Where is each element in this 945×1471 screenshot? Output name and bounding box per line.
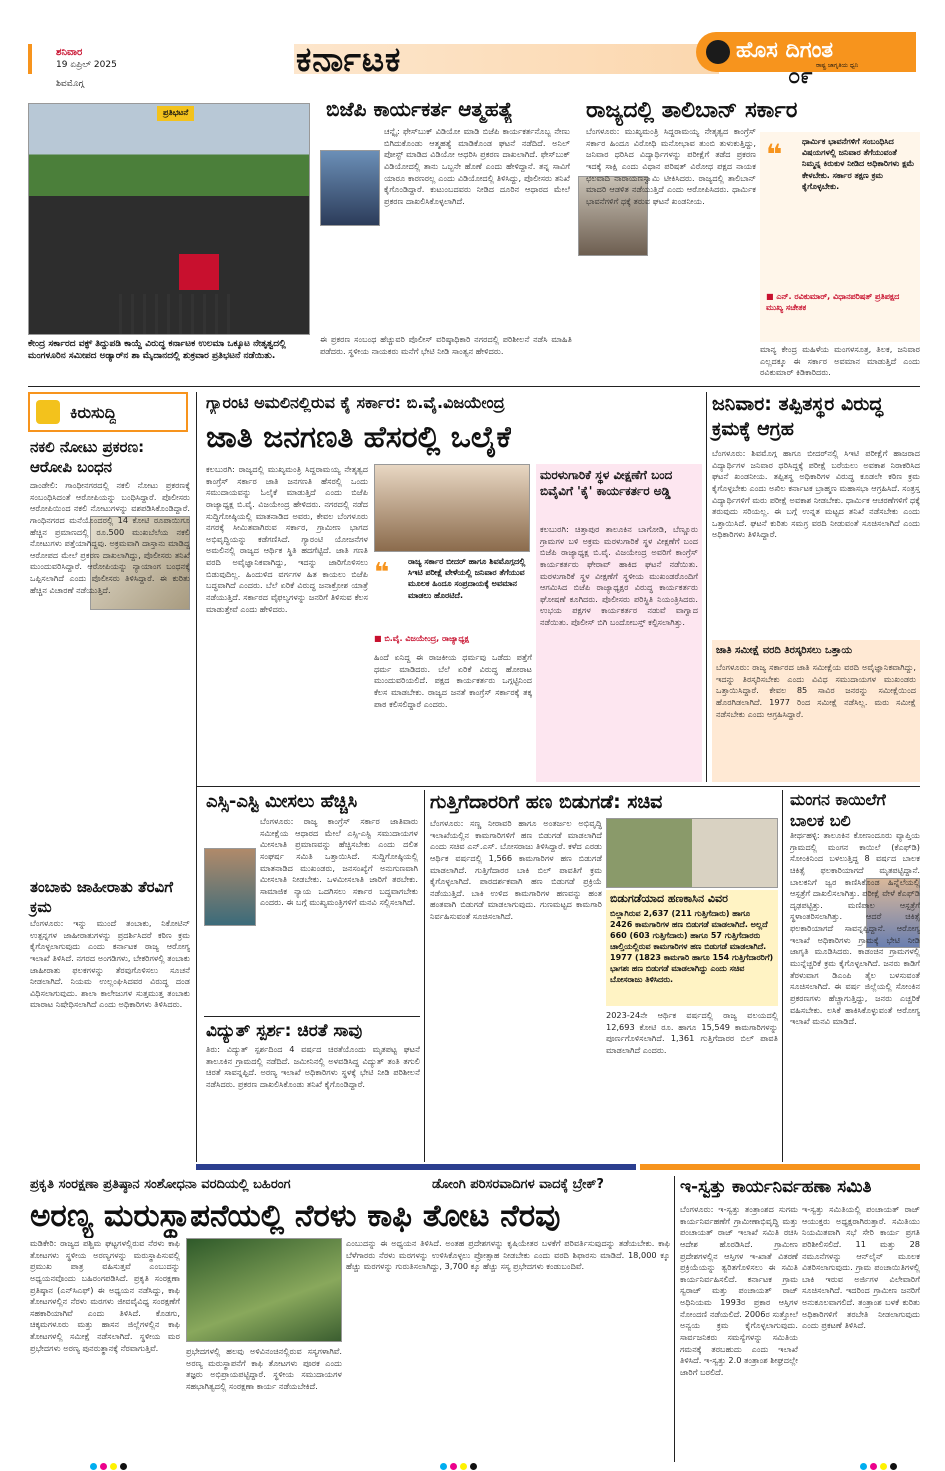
malaguri-box — [536, 464, 702, 782]
scst-headline: ಎಸ್ಸಿ-ಎಸ್ಟಿ ಮೀಸಲು ಹೆಚ್ಚಿಸಿ — [206, 791, 358, 812]
taliban-headline: ರಾಜ್ಯದಲ್ಲಿ ತಾಲಿಬಾನ್ ಸರ್ಕಾರ — [586, 98, 798, 123]
bottom-bar-blue — [196, 1164, 636, 1170]
bottom-bar-orange — [640, 1164, 920, 1170]
protest-badge: ಪ್ರತಿಭಟನೆ — [157, 106, 194, 121]
date-label: 19 ಏಪ್ರಿಲ್ 2025 — [56, 60, 117, 70]
scst-photo — [204, 848, 256, 926]
kirusuddi-headline-2: ತಂಬಾಕು ಜಾಹೀರಾತು ತೆರವಿಗೆ ಕ್ರಮ — [30, 878, 173, 916]
divider — [674, 1176, 675, 1462]
janivara-headline: ಜನಿವಾರ: ತಪ್ಪಿತಸ್ಥರ ವಿರುದ್ಧ ಕ್ರಮಕ್ಕೆ ಆಗ್ರಹ — [712, 393, 884, 440]
logo-text: ಹೊಸ ದಿಗಂತ — [736, 38, 834, 63]
caste-report-box — [712, 640, 920, 782]
protest-banner — [179, 254, 219, 290]
registration-marks — [90, 1462, 130, 1471]
scst-body: ಬೆಂಗಳೂರು: ರಾಜ್ಯ ಕಾಂಗ್ರೆಸ್ ಸರ್ಕಾರ ಜಾತಿವಾರು ಸಮೀಕ್ಷೆಯ ಆಧಾರದ ಮೇಲೆ ಎಸ್ಸಿ-ಎಸ್ಟಿ ಸಮುದಾಯಗಳ ಮೀಸಲಾತಿ ಪ್ರಮಾಣವನ್ನು ಹೆಚ್ಚಿಸಬೇಕು ಎಂದು ದಲಿತ ಸಂಘರ್ಷ ಸಮಿತಿ ಒತ್ತಾಯಿಸಿದೆ. ಸುದ್ದಿಗೋಷ್ಠಿಯಲ್ಲಿ ಮಾತನಾಡಿದ ಮುಖಂಡರು, ಜನಸಂಖ್ಯೆಗೆ ಅನುಗುಣವಾಗಿ ಮೀಸಲಾತಿ ನೀಡಬೇಕು. ಒಳಮೀಸಲಾತಿ ಜಾರಿಗೆ ತರಬೇಕು. ಸಾಮಾಜಿಕ ನ್ಯಾಯ ಒದಗಿಸಲು ಸರ್ಕಾರ ಬದ್ಧವಾಗಬೇಕು ಎಂದರು. ಈ ಬಗ್ಗೆ ಮುಖ್ಯಮಂತ್ರಿಗಳಿಗೆ ಮನವಿ ಸಲ್ಲಿಸಲಾಗಿದೆ. — [260, 816, 418, 908]
forest-body-3: ಪ್ರಭೇದಗಳಲ್ಲಿ ಹಲವು ಅಳಿವಿನಂಚಿನಲ್ಲಿರುವ ಸಸ್ಯಗಳಾಗಿವೆ. ಅರಣ್ಯ ಮರುಸ್ಥಾಪನೆಗೆ ಕಾಫಿ ತೋಟಗಳು ಪೂರಕ ಎಂದು ತಜ್ಞರು ಅಭಿಪ್ರಾಯಪಟ್ಟಿದ್ದಾರೆ. ಸ್ಥಳೀಯ ಸಮುದಾಯಗಳ ಸಹಭಾಗಿತ್ವದಲ್ಲಿ ಸಂರಕ್ಷಣಾ ಕಾರ್ಯ ನಡೆಯಬೇಕಿದೆ. — [186, 1346, 342, 1391]
kirusuddi-banner — [28, 392, 188, 432]
kirusuddi-headline-1: ನಕಲಿ ನೋಟು ಪ್ರಕರಣ: ಆರೋಪಿ ಬಂಧನ — [30, 438, 145, 476]
quote-mark-icon: ❝ — [766, 138, 783, 171]
electric-headline: ವಿದ್ಯುತ್ ಸ್ಪರ್ಶ: ಚಿರತೆ ಸಾವು — [206, 1021, 363, 1041]
taliban-quote-by: ■ ಎನ್. ರವಿಕುಮಾರ್, ವಿಧಾನಪರಿಷತ್ ಪ್ರತಿಪಕ್ಷದ ಮುಖ್ಯ ಸಚೇತಕ — [766, 292, 900, 312]
funds-box-body: ಬಿಲ್ಲಾಗಿರುವ 2,637 (211 ಗುತ್ತಿಗೆದಾರು) ಹಾಗೂ 2426 ಕಾಮಗಾರಿಗಳ ಹಣ ಬಿಡುಗಡೆ ಮಾಡಲಾಗಿದೆ. ಅಲ್ಲದೆ 660 (603 ಗುತ್ತಿಗೆದಾರು) ಹಾಗೂ 57 ಗುತ್ತಿಗೆದಾರರು ಚಾಲ್ತಿಯಲ್ಲಿರುವ ಕಾಮಗಾರಿಗಳ ಹಣ ಬಿಡುಗಡೆ ಮಾಡಲಾಗಿದೆ. 1977 (1823 ಕಾಮಗಾರಿ ಹಾಗೂ 154 ಗುತ್ತಿಗೆದಾರರಿಗೆ) ಭಾಗಶಃ ಹಣ ಬಿಡುಗಡೆ ಮಾಡಲಾಗಿದ್ದು ಎಂದು ಸಚಿವ ಬೋಸರಾಜು ತಿಳಿಸಿದರು. — [610, 909, 774, 985]
census-quote-by: ■ ಬಿ.ವೈ. ವಿಜಯೇಂದ್ರ, ರಾಜ್ಯಾಧ್ಯಕ್ಷ — [374, 634, 469, 643]
census-quote: ರಾಜ್ಯ ಸರ್ಕಾರ ಬೀದರ್ ಹಾಗೂ ಶಿವಮೊಗ್ಗದಲ್ಲಿ ಸಿಇಟಿ ಪರೀಕ್ಷೆ ವೇಳೆಯಲ್ಲಿ ಜನಿವಾರ ತೆಗೆಯುವ ಮೂಲಕ ಹಿಂದೂ ಸಂಪ್ರದಾಯಕ್ಕೆ ಅವಮಾನ ಮಾಡಲು ಹೊರಟಿದೆ. — [408, 557, 526, 600]
kirusuddi-label: ಕಿರುಸುದ್ದಿ — [70, 403, 117, 422]
bjp-photo — [320, 150, 380, 226]
census-quote-box — [374, 556, 532, 648]
megaphone-icon — [36, 400, 60, 424]
caste-report-body: ಬೆಂಗಳೂರು: ರಾಜ್ಯ ಸರ್ಕಾರದ ಜಾತಿ ಸಮೀಕ್ಷೆಯ ವರದಿ ಅವೈಜ್ಞಾನಿಕವಾಗಿದ್ದು, ಇದನ್ನು ತಿರಸ್ಕರಿಸಬೇಕು ಎಂದು ವಿವಿಧ ಸಮುದಾಯಗಳ ಮುಖಂಡರು ಒತ್ತಾಯಿಸಿದ್ದಾರೆ. ಕೇವಲ 85 ಸಾವಿರ ಜನರನ್ನು ಸಮೀಕ್ಷೆಯಿಂದ ಹೊರಗಿಡಲಾಗಿದೆ. 1977 ರಿಂದ ಸಮೀಕ್ಷೆ ನಡೆಸಿಲ್ಲ. ಮರು ಸಮೀಕ್ಷೆ ನಡೆಸಬೇಕು ಎಂದು ಆಗ್ರಹಿಸಿದ್ದಾರೆ. — [716, 662, 916, 719]
mangana-headline: ಮಂಗನ ಕಾಯಿಲೆಗೆ ಬಾಲಕ ಬಲಿ — [790, 790, 886, 830]
protest-fence — [119, 294, 239, 334]
divider — [782, 790, 783, 1162]
city-label: ಶಿವಮೊಗ್ಗ — [56, 79, 84, 89]
eswattu-headline: ಇ-ಸ್ವತ್ತು ಕಾರ್ಯನಿರ್ವಹಣಾ ಸಮಿತಿ — [680, 1177, 872, 1197]
guttige-body-2: 2023-24ನೇ ಆರ್ಥಿಕ ವರ್ಷದಲ್ಲಿ ರಾಜ್ಯ ವಲಯದಲ್ಲಿ 12,693 ಕೋಟಿ ರೂ. ಹಾಗೂ 15,549 ಕಾಮಗಾರಿಗಳನ್ನು ಪೂರ್ಣಗೊಳಿಸಲಾಗಿದೆ. 1,361 ಗುತ್ತಿಗೆದಾರರ ಬಿಲ್ ಪಾವತಿ ಮಾಡಲಾಗಿದೆ ಎಂದರು. — [606, 1010, 778, 1055]
forest-body-2: ಎಂಬುದನ್ನು ಈ ಅಧ್ಯಯನ ತಿಳಿಸಿದೆ. ಅಂತಹ ಪ್ರದೇಶಗಳನ್ನು ಕೃಷಿಯೇತರ ಬಳಕೆಗೆ ಪರಿವರ್ತಿಸುವುದನ್ನು ತಡೆಯಬೇಕು. ಕಾಫಿ ಬೆಳೆಗಾರರು ನೆರಳು ಮರಗಳನ್ನು ಉಳಿಸಿಕೊಳ್ಳಲು ಪ್ರೋತ್ಸಾಹ ನೀಡಬೇಕು ಎಂದು ವರದಿ ಶಿಫಾರಸು ಮಾಡಿದೆ. 18,000 ಕ್ಕೂ ಹೆಚ್ಚು ಮರಗಳನ್ನು ಗುರುತಿಸಲಾಗಿದ್ದು, 3,700 ಕ್ಕೂ ಹೆಚ್ಚು ಸಸ್ಯ ಪ್ರಭೇದಗಳು ಕಂಡುಬಂದಿವೆ. — [346, 1238, 670, 1272]
malaguri-headline: ಮರಳುಗಾರಿಕೆ ಸ್ಥಳ ವೀಕ್ಷಣೆಗೆ ಬಂದ ಬಿವೈವಿಗೆ 'ಕೈ' ಕಾರ್ಯಕರ್ತರ ಅಡ್ಡಿ — [540, 468, 673, 498]
page-number: ೦೯ — [788, 64, 813, 89]
mangana-body: ತೀರ್ಥಹಳ್ಳಿ: ತಾಲೂಕಿನ ಕೋಣಂದೂರು ವ್ಯಾಪ್ತಿಯ ಗ್ರಾಮದಲ್ಲಿ ಮಂಗನ ಕಾಯಿಲೆ (ಕೆಎಫ್‌ಡಿ) ಸೋಂಕಿನಿಂದ ಬಳಲುತ್ತಿದ್ದ 8 ವರ್ಷದ ಬಾಲಕ ಚಿಕಿತ್ಸೆ ಫಲಕಾರಿಯಾಗದೆ ಮೃತಪಟ್ಟಿದ್ದಾನೆ. ಬಾಲಕನಿಗೆ ಜ್ವರ ಕಾಣಿಸಿಕೊಂಡ ಹಿನ್ನೆಲೆಯಲ್ಲಿ ಆಸ್ಪತ್ರೆಗೆ ದಾಖಲಿಸಲಾಗಿತ್ತು. ಪರೀಕ್ಷೆ ವೇಳೆ ಕೆಎಫ್‌ಡಿ ದೃಢಪಟ್ಟಿತ್ತು. ಮಣಿಪಾಲ ಆಸ್ಪತ್ರೆಗೆ ಸ್ಥಳಾಂತರಿಸಲಾಗಿತ್ತು. ಆದರೆ ಚಿಕಿತ್ಸೆ ಫಲಕಾರಿಯಾಗದೆ ಸಾವನ್ನಪ್ಪಿದ್ದಾನೆ. ಆರೋಗ್ಯ ಇಲಾಖೆ ಅಧಿಕಾರಿಗಳು ಗ್ರಾಮಕ್ಕೆ ಭೇಟಿ ನೀಡಿ ಜಾಗೃತಿ ಮೂಡಿಸಿದರು. ಕಾಡಂಚಿನ ಗ್ರಾಮಗಳಲ್ಲಿ ಮುನ್ನೆಚ್ಚರಿಕೆ ಕ್ರಮ ಕೈಗೊಳ್ಳಲಾಗಿದೆ. ಜನರು ಕಾಡಿಗೆ ತೆರಳುವಾಗ ಡಿಎಂಪಿ ತೈಲ ಬಳಸುವಂತೆ ಸೂಚಿಸಲಾಗಿದೆ. ಈ ವರ್ಷ ಜಿಲ್ಲೆಯಲ್ಲಿ ಸೋಂಕಿನ ಪ್ರಕರಣಗಳು ಹೆಚ್ಚಾಗುತ್ತಿದ್ದು, ಜನರು ಎಚ್ಚರಿಕೆ ವಹಿಸಬೇಕು. ಲಸಿಕೆ ಹಾಕಿಸಿಕೊಳ್ಳುವಂತೆ ಆರೋಗ್ಯ ಇಲಾಖೆ ಮನವಿ ಮಾಡಿದೆ. — [790, 830, 920, 1027]
bjp-body-2: ಈ ಪ್ರಕರಣ ಸಂಬಂಧ ಹೆಚ್ಚುವರಿ ಪೊಲೀಸ್ ವರಿಷ್ಠಾಧಿಕಾರಿ ನಗರದಲ್ಲಿ ಪರಿಶೀಲನೆ ನಡೆಸಿ ಮಾಹಿತಿ ಪಡೆದರು. ಸ್ಥಳೀಯ ನಾಯಕರು ಮನೆಗೆ ಭೇಟಿ ನೀಡಿ ಸಾಂತ್ವನ ಹೇಳಿದರು. — [320, 334, 572, 356]
malaguri-body: ಕಲಬುರಗಿ: ಚಿತ್ತಾಪುರ ತಾಲೂಕಿನ ಬಾಗೋಡಿ, ಬೆಣ್ಣೂರು ಗ್ರಾಮಗಳ ಬಳಿ ಅಕ್ರಮ ಮರಳುಗಾರಿಕೆ ಸ್ಥಳ ವೀಕ್ಷಣೆಗೆ ಬಂದ ಬಿಜೆಪಿ ರಾಜ್ಯಾಧ್ಯಕ್ಷ ಬಿ.ವೈ. ವಿಜಯೇಂದ್ರ ಅವರಿಗೆ ಕಾಂಗ್ರೆಸ್ ಕಾರ್ಯಕರ್ತರು ಘೇರಾವ್ ಹಾಕಿದ ಘಟನೆ ನಡೆಯಿತು. ಮರಳುಗಾರಿಕೆ ಸ್ಥಳ ವೀಕ್ಷಣೆಗೆ ಸ್ಥಳೀಯ ಮುಖಂಡರೊಂದಿಗೆ ಆಗಮಿಸಿದ ಬಿಜೆಪಿ ರಾಜ್ಯಾಧ್ಯಕ್ಷರ ವಿರುದ್ಧ ಕಾರ್ಯಕರ್ತರು ಘೋಷಣೆ ಕೂಗಿದರು. ಪೊಲೀಸರು ಪರಿಸ್ಥಿತಿ ನಿಯಂತ್ರಿಸಿದರು. ಉಭಯ ಪಕ್ಷಗಳ ಕಾರ್ಯಕರ್ತರ ನಡುವೆ ವಾಗ್ವಾದ ನಡೆಯಿತು. ಪೊಲೀಸ್ ಬಿಗಿ ಬಂದೋಬಸ್ತ್ ಕಲ್ಪಿಸಲಾಗಿತ್ತು. — [540, 524, 698, 628]
eswattu-body-2: ಇ-ಸ್ವತ್ತು ಸಮಿತಿಯಲ್ಲಿ ಪಂಚಾಯತ್ ರಾಜ್ ಆಯುಕ್ತರು ಅಧ್ಯಕ್ಷರಾಗಿರುತ್ತಾರೆ. ಸಮಿತಿಯು ನಿಯಮಿತವಾಗಿ ಸಭೆ ಸೇರಿ ಕಾರ್ಯ ಪ್ರಗತಿ ಪರಿಶೀಲಿಸಲಿದೆ. 11 ಮತ್ತು 28 ನಮೂನೆಗಳನ್ನು ಆನ್‌ಲೈನ್ ಮೂಲಕ ವಿತರಿಸಲಾಗುವುದು. ಗ್ರಾಮ ಪಂಚಾಯಿತಿಗಳಲ್ಲಿ ಬಾಕಿ ಇರುವ ಅರ್ಜಿಗಳ ವಿಲೇವಾರಿಗೆ ಸೂಚಿಸಲಾಗಿದೆ. ಇದರಿಂದ ಗ್ರಾಮೀಣ ಜನರಿಗೆ ಅನುಕೂಲವಾಗಲಿದೆ. ತಂತ್ರಾಂಶ ಬಳಕೆ ಕುರಿತು ಅಧಿಕಾರಿಗಳಿಗೆ ತರಬೇತಿ ನೀಡಲಾಗುವುದು ಎಂದು ಪ್ರಕಟಣೆ ತಿಳಿಸಿದೆ. — [802, 1204, 920, 1331]
janivara-body: ಬೆಂಗಳೂರು: ಶಿವಮೊಗ್ಗ ಹಾಗೂ ಬೀದರ್‌ನಲ್ಲಿ ಸಿಇಟಿ ಪರೀಕ್ಷೆಗೆ ಹಾಜರಾದ ವಿದ್ಯಾರ್ಥಿಗಳ ಜನಿವಾರ ಧರಿಸಿದ್ದಕ್ಕೆ ಪರೀಕ್ಷೆ ಬರೆಯಲು ಅವಕಾಶ ನಿರಾಕರಿಸಿದ ಘಟನೆ ಖಂಡನೀಯ. ತಪ್ಪಿತಸ್ಥ ಅಧಿಕಾರಿಗಳ ವಿರುದ್ಧ ಕೂಡಲೇ ಕಠಿಣ ಕ್ರಮ ಕೈಗೊಳ್ಳಬೇಕು ಎಂದು ಅಖಿಲ ಕರ್ನಾಟಕ ಬ್ರಾಹ್ಮಣ ಮಹಾಸಭಾ ಆಗ್ರಹಿಸಿದೆ. ಸಂತ್ರಸ್ತ ವಿದ್ಯಾರ್ಥಿಗಳಿಗೆ ಮರು ಪರೀಕ್ಷೆ ಅವಕಾಶ ನೀಡಬೇಕು. ಧಾರ್ಮಿಕ ಆಚರಣೆಗಳಿಗೆ ಧಕ್ಕೆ ತರುವುದು ಸರಿಯಲ್ಲ. ಈ ಬಗ್ಗೆ ಉನ್ನತ ಮಟ್ಟದ ತನಿಖೆ ನಡೆಸಬೇಕು ಎಂದು ಒತ್ತಾಯಿಸಿದೆ. ಘಟನೆ ಕುರಿತು ಸಮಗ್ರ ವರದಿ ನೀಡುವಂತೆ ಸೂಚಿಸಲಾಗಿದೆ ಎಂದು ಅಧಿಕಾರಿಗಳು ತಿಳಿಸಿದ್ದಾರೆ. — [712, 448, 920, 540]
divider — [706, 392, 707, 782]
taliban-body: ಬೆಂಗಳೂರು: ಮುಖ್ಯಮಂತ್ರಿ ಸಿದ್ದರಾಮಯ್ಯ ನೇತೃತ್ವದ ಕಾಂಗ್ರೆಸ್ ಸರ್ಕಾರ ಹಿಂದೂ ವಿರೋಧಿ ಮನೋಭಾವ ತುಂಬಿ ತುಳುಕುತ್ತಿದ್ದು, ಜನಿವಾರ ಧರಿಸಿದ ವಿದ್ಯಾರ್ಥಿಗಳನ್ನು ಪರೀಕ್ಷೆಗೆ ತಡೆದ ಪ್ರಕರಣ ಇದಕ್ಕೆ ಸಾಕ್ಷಿ ಎಂದು ವಿಧಾನ ಪರಿಷತ್ ವಿರೋಧ ಪಕ್ಷದ ನಾಯಕ ಛಲವಾದಿ ನಾರಾಯಣಸ್ವಾಮಿ ಟೀಕಿಸಿದರು. ರಾಜ್ಯದಲ್ಲಿ ತಾಲಿಬಾನ್ ಮಾದರಿ ಆಡಳಿತ ನಡೆಯುತ್ತಿದೆ ಎಂದು ಆರೋಪಿಸಿದರು. ಧಾರ್ಮಿಕ ಭಾವನೆಗಳಿಗೆ ಧಕ್ಕೆ ತರುವ ಘಟನೆ ಖಂಡನೀಯ. — [586, 126, 756, 206]
taliban-quote-box — [760, 132, 920, 342]
quote-mark-icon: ❝ — [374, 558, 390, 588]
logo-tagline: ರಾಷ್ಟ್ರ ಜಾಗೃತಿಯ ಧ್ವನಿ — [816, 62, 859, 69]
electric-body: ತಿರು: ವಿದ್ಯುತ್ ಸ್ಪರ್ಶದಿಂದ 4 ವರ್ಷದ ಚಿರತೆಯೊಂದು ಮೃತಪಟ್ಟ ಘಟನೆ ತಾಲೂಕಿನ ಗ್ರಾಮದಲ್ಲಿ ನಡೆದಿದೆ. ಜಮೀನಿನಲ್ಲಿ ಅಳವಡಿಸಿದ್ದ ವಿದ್ಯುತ್ ತಂತಿ ತಗುಲಿ ಚಿರತೆ ಸಾವನ್ನಪ್ಪಿದೆ. ಅರಣ್ಯ ಇಲಾಖೆ ಅಧಿಕಾರಿಗಳು ಸ್ಥಳಕ್ಕೆ ಭೇಟಿ ನೀಡಿ ಪರಿಶೀಲನೆ ನಡೆಸಿದರು. ಪ್ರಕರಣ ದಾಖಲಿಸಿಕೊಂಡು ತನಿಖೆ ಕೈಗೊಂಡಿದ್ದಾರೆ. — [206, 1044, 420, 1089]
bjp-headline: ಬಿಜೆಪಿ ಕಾರ್ಯಕರ್ತ ಆತ್ಮಹತ್ಯೆ — [326, 97, 513, 121]
taliban-quote: ಧಾರ್ಮಿಕ ಭಾವನೆಗಳಿಗೆ ಸಂಬಂಧಿಸಿದ ವಿಷಯಗಳಲ್ಲಿ ಜನಿವಾರ ತೆಗೆಯುವಂತೆ ನಿಮ್ಮನ್ನ ಕಿರುಕುಳ ನೀಡಿದ ಅಧಿಕಾರಿಗಳು ಕ್ಷಮೆ ಕೇಳಬೇಕು. ಸರ್ಕಾರ ತಕ್ಷಣ ಕ್ರಮ ಕೈಗೊಳ್ಳಬೇಕು. — [802, 137, 915, 191]
census-body-2: ಹಿಂದೆ ಏನಿದ್ದ ಈ ರಾಜಕೀಯ ಧರ್ಮವು ಒಡೆದು ಪತ್ತೆಗೆ ಧರ್ಮ ಮಾಡಿದರು. ಬೆಲೆ ಏರಿಕೆ ವಿರುದ್ಧ ಹೋರಾಟ ಮುಂದುವರಿಯಲಿದೆ. ಪಕ್ಷದ ಕಾರ್ಯಕರ್ತರು ಒಗ್ಗಟ್ಟಿನಿಂದ ಕೆಲಸ ಮಾಡಬೇಕು. ರಾಜ್ಯದ ಜನತೆ ಕಾಂಗ್ರೆಸ್ ಸರ್ಕಾರಕ್ಕೆ ತಕ್ಕ ಪಾಠ ಕಲಿಸಲಿದ್ದಾರೆ ಎಂದರು. — [374, 652, 532, 709]
eswattu-body: ಬೆಂಗಳೂರು: ಇ-ಸ್ವತ್ತು ತಂತ್ರಾಂಶದ ಸುಗಮ ಕಾರ್ಯನಿರ್ವಹಣೆಗೆ ಗ್ರಾಮೀಣಾಭಿವೃದ್ಧಿ ಮತ್ತು ಪಂಚಾಯತ್ ರಾಜ್ ಇಲಾಖೆ ಸಮಿತಿ ರಚಿಸಿ ಆದೇಶ ಹೊರಡಿಸಿದೆ. ಗ್ರಾಮೀಣ ಪ್ರದೇಶಗಳಲ್ಲಿನ ಆಸ್ತಿಗಳ ಇ-ಖಾತೆ ವಿತರಣೆ ಪ್ರಕ್ರಿಯೆಯನ್ನು ತ್ವರಿತಗೊಳಿಸಲು ಈ ಸಮಿತಿ ಕಾರ್ಯನಿರ್ವಹಿಸಲಿದೆ. ಕರ್ನಾಟಕ ಗ್ರಾಮ ಸ್ವರಾಜ್ ಮತ್ತು ಪಂಚಾಯತ್ ರಾಜ್ ಅಧಿನಿಯಮ 1993ರ ಪ್ರಕಾರ ಆಸ್ತಿಗಳ ನೋಂದಣಿ ನಡೆಯಲಿದೆ. 2006ರ ಸುತ್ತೋಲೆ ಅನ್ವಯ ಕ್ರಮ ಕೈಗೊಳ್ಳಲಾಗುವುದು. ಸಾರ್ವಜನಿಕರು ಸಮಸ್ಯೆಗಳನ್ನು ಸಮಿತಿಯ ಗಮನಕ್ಕೆ ತರಬಹುದು ಎಂದು ಇಲಾಖೆ ತಿಳಿಸಿದೆ. ಇ-ಸ್ವತ್ತು 2.0 ತಂತ್ರಾಂಶ ಶೀಘ್ರದಲ್ಲೇ ಜಾರಿಗೆ ಬರಲಿದೆ. — [680, 1204, 798, 1377]
divider — [204, 1016, 420, 1017]
registration-marks — [860, 1462, 900, 1471]
protest-caption: ಕೇಂದ್ರ ಸರ್ಕಾರದ ವಕ್ಫ್ ತಿದ್ದುಪಡಿ ಕಾಯ್ದೆ ವಿರುದ್ಧ ಕರ್ನಾಟಕ ಉಲಮಾ ಒಕ್ಕೂಟ ನೇತೃತ್ವದಲ್ಲಿ ಮಂಗಳೂರಿನ ಸಮೀಪದ ಅಡ್ಯಾರ್‌ನ ಶಾ ಮೈದಾನದಲ್ಲಿ ಶುಕ್ರವಾರ ಪ್ರತಿಭಟನೆ ನಡೆಯಿತು. — [28, 339, 286, 362]
caste-report-headline: ಜಾತಿ ಸಮೀಕ್ಷೆ ವರದಿ ತಿರಸ್ಕರಿಸಲು ಒತ್ತಾಯ — [716, 645, 853, 656]
divider — [196, 392, 197, 1162]
funds-box-title: ಬಿಡುಗಡೆಯಾದ ಹಣಕಾಸಿನ ವಿವರ — [610, 892, 728, 905]
funds-box — [606, 890, 778, 1006]
vijayendra-photo — [374, 464, 530, 552]
guttige-body: ಬೆಂಗಳೂರು: ಸಣ್ಣ ನೀರಾವರಿ ಹಾಗೂ ಅಂತರ್ಜಲ ಅಭಿವೃದ್ಧಿ ಇಲಾಖೆಯಲ್ಲಿನ ಕಾಮಗಾರಿಗಳಿಗೆ ಹಣ ಬಿಡುಗಡೆ ಮಾಡಲಾಗಿದೆ ಎಂದು ಸಚಿವ ಎನ್.ಎಸ್. ಬೋಸರಾಜು ತಿಳಿಸಿದ್ದಾರೆ. ಕಳೆದ ಎರಡು ಆರ್ಥಿಕ ವರ್ಷದಲ್ಲಿ 1,566 ಕಾಮಗಾರಿಗಳ ಹಣ ಬಿಡುಗಡೆ ಮಾಡಲಾಗಿದೆ. ಗುತ್ತಿಗೆದಾರರ ಬಾಕಿ ಬಿಲ್ ಪಾವತಿಗೆ ಕ್ರಮ ಕೈಗೊಳ್ಳಲಾಗಿದೆ. ಪಾರದರ್ಶಕವಾಗಿ ಹಣ ಬಿಡುಗಡೆ ಪ್ರಕ್ರಿಯೆ ನಡೆಯುತ್ತಿದೆ. ಬಾಕಿ ಉಳಿದ ಕಾಮಗಾರಿಗಳ ಹಣವನ್ನು ಹಂತ ಹಂತವಾಗಿ ಬಿಡುಗಡೆ ಮಾಡಲಾಗುವುದು. ಗುಣಮಟ್ಟದ ಕಾಮಗಾರಿ ನಿರ್ವಹಿಸುವಂತೆ ಸೂಚಿಸಲಾಗಿದೆ. — [430, 818, 602, 922]
date-strip — [28, 44, 296, 74]
divider — [28, 386, 920, 387]
minister-photo — [606, 818, 778, 888]
divider — [424, 790, 425, 1162]
masthead — [28, 38, 918, 94]
forest-body: ಮಡಿಕೇರಿ: ರಾಜ್ಯದ ಪಶ್ಚಿಮ ಘಟ್ಟಗಳಲ್ಲಿರುವ ನೆರಳು ಕಾಫಿ ತೋಟಗಳು ಸ್ಥಳೀಯ ಅರಣ್ಯಗಳನ್ನು ಮರುಸ್ಥಾಪಿಸುವಲ್ಲಿ ಪ್ರಮುಖ ಪಾತ್ರ ವಹಿಸುತ್ತವೆ ಎಂಬುದನ್ನು ಅಧ್ಯಯನವೊಂದು ಬಹಿರಂಗಪಡಿಸಿದೆ. ಪ್ರಕೃತಿ ಸಂರಕ್ಷಣಾ ಪ್ರತಿಷ್ಠಾನ (ಎನ್‌ಸಿಎಫ್) ಈ ಅಧ್ಯಯನ ನಡೆಸಿದ್ದು, ಕಾಫಿ ತೋಟಗಳಲ್ಲಿನ ನೆರಳು ಮರಗಳು ಜೀವವೈವಿಧ್ಯ ಸಂರಕ್ಷಣೆಗೆ ಸಹಕಾರಿಯಾಗಿವೆ ಎಂದು ತಿಳಿಸಿದೆ. ಕೊಡಗು, ಚಿಕ್ಕಮಗಳೂರು ಮತ್ತು ಹಾಸನ ಜಿಲ್ಲೆಗಳಲ್ಲಿನ ಕಾಫಿ ತೋಟಗಳಲ್ಲಿ ಸಮೀಕ್ಷೆ ನಡೆಸಲಾಗಿದೆ. ಸ್ಥಳೀಯ ಮರ ಪ್ರಭೇದಗಳು ಅರಣ್ಯ ಪುನರುತ್ಥಾನಕ್ಕೆ ನೆರವಾಗುತ್ತಿವೆ. — [30, 1238, 180, 1353]
census-body: ಕಲಬುರಗಿ: ರಾಜ್ಯದಲ್ಲಿ ಮುಖ್ಯಮಂತ್ರಿ ಸಿದ್ದರಾಮಯ್ಯ ನೇತೃತ್ವದ ಕಾಂಗ್ರೆಸ್ ಸರ್ಕಾರ ಜಾತಿ ಜನಗಣತಿ ಹೆಸರಲ್ಲಿ ಒಂದು ಸಮುದಾಯವನ್ನು ಓಲೈಕೆ ಮಾಡುತ್ತಿದೆ ಎಂದು ಬಿಜೆಪಿ ರಾಜ್ಯಾಧ್ಯಕ್ಷ ಬಿ.ವೈ. ವಿಜಯೇಂದ್ರ ಹೇಳಿದರು. ನಗರದಲ್ಲಿ ನಡೆದ ಸುದ್ದಿಗೋಷ್ಠಿಯಲ್ಲಿ ಮಾತನಾಡಿದ ಅವರು, ಕೇವಲ ಬೆಂಗಳೂರು ನಗರಕ್ಕೆ ಸೀಮಿತವಾಗಿರುವ ಸರ್ಕಾರ, ಗ್ರಾಮೀಣ ಭಾಗದ ಅಭಿವೃದ್ಧಿಯನ್ನು ಕಡೆಗಣಿಸಿದೆ. ಗ್ಯಾರಂಟಿ ಯೋಜನೆಗಳ ಅಮಲಿನಲ್ಲಿ ರಾಜ್ಯದ ಆರ್ಥಿಕ ಸ್ಥಿತಿ ಹದಗೆಟ್ಟಿದೆ. ಜಾತಿ ಗಣತಿ ವರದಿ ಅವೈಜ್ಞಾನಿಕವಾಗಿದ್ದು, ಇದನ್ನು ಜಾರಿಗೊಳಿಸಲು ಬಿಡುವುದಿಲ್ಲ. ಹಿಂದುಳಿದ ವರ್ಗಗಳ ಹಿತ ಕಾಯಲು ಬಿಜೆಪಿ ಬದ್ಧವಾಗಿದೆ ಎಂದರು. ಬೆಲೆ ಏರಿಕೆ ವಿರುದ್ಧ ಜನಾಕ್ರೋಶ ಯಾತ್ರೆ ನಡೆಯುತ್ತಿದೆ. ಸರ್ಕಾರದ ವೈಫಲ್ಯಗಳನ್ನು ಜನರಿಗೆ ತಿಳಿಸುವ ಕೆಲಸ ಮಾಡುತ್ತೇವೆ ಎಂದು ಹೇಳಿದರು. — [206, 464, 368, 614]
census-kicker: ಗ್ಯಾರಂಟಿ ಅಮಲಿನಲ್ಲಿರುವ ಕೈ ಸರ್ಕಾರ: ಬಿ.ವೈ.ವಿಜಯೇಂದ್ರ — [206, 393, 505, 412]
taliban-body-2: ಮಾನ್ಯ ಕೇಂದ್ರ ಮಹಿಳೆಯ ಮಂಗಳಸೂತ್ರ, ತಿಲಕ, ಜನಿವಾರ ಎಲ್ಲದಕ್ಕೂ ಈ ಸರ್ಕಾರ ಅವಮಾನ ಮಾಡುತ್ತಿದೆ ಎಂದು ರವಿಕುಮಾರ್ ಕಿಡಿಕಾರಿದರು. — [760, 344, 920, 378]
forest-kicker: ಪ್ರಕೃತಿ ಸಂರಕ್ಷಣಾ ಪ್ರತಿಷ್ಠಾನ ಸಂಶೋಧನಾ ವರದಿಯಲ್ಲಿ ಬಹಿರಂಗ — [30, 1177, 291, 1192]
census-headline: ಜಾತಿ ಜನಗಣತಿ ಹೆಸರಲ್ಲಿ ಒಲೈಕೆ — [206, 420, 512, 455]
bjp-body: ಚನ್ನೈ: ಫೇಸ್‌ಬುಕ್ ವಿಡಿಯೋ ಮಾಡಿ ಬಿಜೆಪಿ ಕಾರ್ಯಕರ್ತನೊಬ್ಬ ನೇಣು ಬಿಗಿದುಕೊಂಡು ಆತ್ಮಹತ್ಯೆ ಮಾಡಿಕೊಂಡ ಘಟನೆ ನಡೆದಿದೆ. ಅನಿಲ್ ಪೋಸ್ಟ್ ಮಾಡಿದ ವಿಡಿಯೋ ಆಧರಿಸಿ ಪ್ರಕರಣ ದಾಖಲಾಗಿದೆ. ಫೇಸ್‌ಬುಕ್ ವಿಡಿಯೋದಲ್ಲಿ ತಾನು ಒಬ್ಬನೇ ಹೊಣೆ ಎಂದು ಹೇಳಿದ್ದಾನೆ. ತನ್ನ ಸಾವಿಗೆ ಯಾರೂ ಕಾರಣರಲ್ಲ ಎಂದು ವಿಡಿಯೋದಲ್ಲಿ ತಿಳಿಸಿದ್ದು, ಪೊಲೀಸರು ತನಿಖೆ ಕೈಗೊಂಡಿದ್ದಾರೆ. ಕುಟುಂಬದವರು ನೀಡಿದ ದೂರಿನ ಆಧಾರದ ಮೇಲೆ ಪ್ರಕರಣ ದಾಖಲಿಸಿಕೊಳ್ಳಲಾಗಿದೆ. — [384, 126, 570, 206]
divider — [196, 786, 920, 787]
logo-emblem-icon — [706, 40, 730, 64]
section-title: ಕರ್ನಾಟಕ — [296, 40, 402, 80]
day-label: ಶನಿವಾರ — [56, 47, 83, 58]
kirusuddi-body-1: ದಾಂಡೇಲಿ: ಗಾಂಧೀನಗರದಲ್ಲಿ ನಕಲಿ ನೋಟು ಪ್ರಕರಣಕ್ಕೆ ಸಂಬಂಧಿಸಿದಂತೆ ಆರೋಪಿಯನ್ನು ಬಂಧಿಸಿದ್ದಾರೆ. ಪೊಲೀಸರು ಆರೋಪಿಯಿಂದ ನಕಲಿ ನೋಟುಗಳನ್ನು ವಶಪಡಿಸಿಕೊಂಡಿದ್ದಾರೆ. ಗಾಂಧಿನಗರದ ಮನೆಯೊಂದರಲ್ಲಿ 14 ಕೋಟಿ ರೂಪಾಯಿಗೂ ಹೆಚ್ಚಿನ ಪ್ರಮಾಣದಲ್ಲಿ ರೂ.500 ಮುಖಬೆಲೆಯ ನಕಲಿ ನೋಟುಗಳು ಪತ್ತೆಯಾಗಿದ್ದವು. ಅಕ್ರಮವಾಗಿ ದಾಸ್ತಾನು ಮಾಡಿದ್ದ ಆರೋಪದ ಮೇಲೆ ಪ್ರಕರಣ ದಾಖಲಾಗಿದ್ದು, ಪೊಲೀಸರು ತನಿಖೆ ಮುಂದುವರಿಸಿದ್ದಾರೆ. ಆರೋಪಿಯನ್ನು ನ್ಯಾಯಾಂಗ ಬಂಧನಕ್ಕೆ ಒಪ್ಪಿಸಲಾಗಿದೆ ಎಂದು ಪೊಲೀಸರು ತಿಳಿಸಿದ್ದಾರೆ. ಈ ಕುರಿತು ಹೆಚ್ಚಿನ ವಿಚಾರಣೆ ನಡೆಯುತ್ತಿದೆ. — [30, 480, 190, 595]
kirusuddi-body-2: ಬೆಂಗಳೂರು: ಇನ್ನು ಮುಂದೆ ತಂಬಾಕು, ನಿಕೋಟಿನ್ ಉತ್ಪನ್ನಗಳ ಜಾಹೀರಾತುಗಳನ್ನು ಪ್ರದರ್ಶಿಸಿದರೆ ಕಠಿಣ ಕ್ರಮ ಕೈಗೊಳ್ಳಲಾಗುವುದು ಎಂದು ಕರ್ನಾಟಕ ರಾಜ್ಯ ಆರೋಗ್ಯ ಇಲಾಖೆ ತಿಳಿಸಿದೆ. ನಗರದ ಅಂಗಡಿಗಳು, ಬೇಕರಿಗಳಲ್ಲಿ ತಂಬಾಕು ಜಾಹೀರಾತು ಫಲಕಗಳನ್ನು ತೆರವುಗೊಳಿಸಲು ಸೂಚನೆ ನೀಡಲಾಗಿದೆ. ನಿಯಮ ಉಲ್ಲಂಘಿಸಿದವರ ವಿರುದ್ಧ ದಂಡ ವಿಧಿಸಲಾಗುವುದು. ಶಾಲಾ ಕಾಲೇಜುಗಳ ಸುತ್ತಮುತ್ತ ತಂಬಾಕು ಮಾರಾಟ ನಿಷೇಧಿಸಲಾಗಿದೆ ಎಂದು ಅಧಿಕಾರಿಗಳು ತಿಳಿಸಿದರು. — [30, 918, 190, 1010]
registration-marks — [440, 1462, 480, 1471]
forest-kicker-2: ಡೋಂಗಿ ಪರಿಸರವಾದಿಗಳ ವಾದಕ್ಕೆ ಬ್ರೇಕ್? — [432, 1177, 604, 1192]
protest-photo — [28, 103, 310, 335]
forest-headline: ಅರಣ್ಯ ಮರುಸ್ಥಾಪನೆಯಲ್ಲಿ ನೆರಳು ಕಾಫಿ ತೋಟ ನೆರವು — [30, 1198, 561, 1234]
guttige-headline: ಗುತ್ತಿಗೆದಾರರಿಗೆ ಹಣ ಬಿಡುಗಡೆ: ಸಚಿವ — [430, 791, 663, 813]
coffee-estate-photo — [186, 1238, 342, 1342]
